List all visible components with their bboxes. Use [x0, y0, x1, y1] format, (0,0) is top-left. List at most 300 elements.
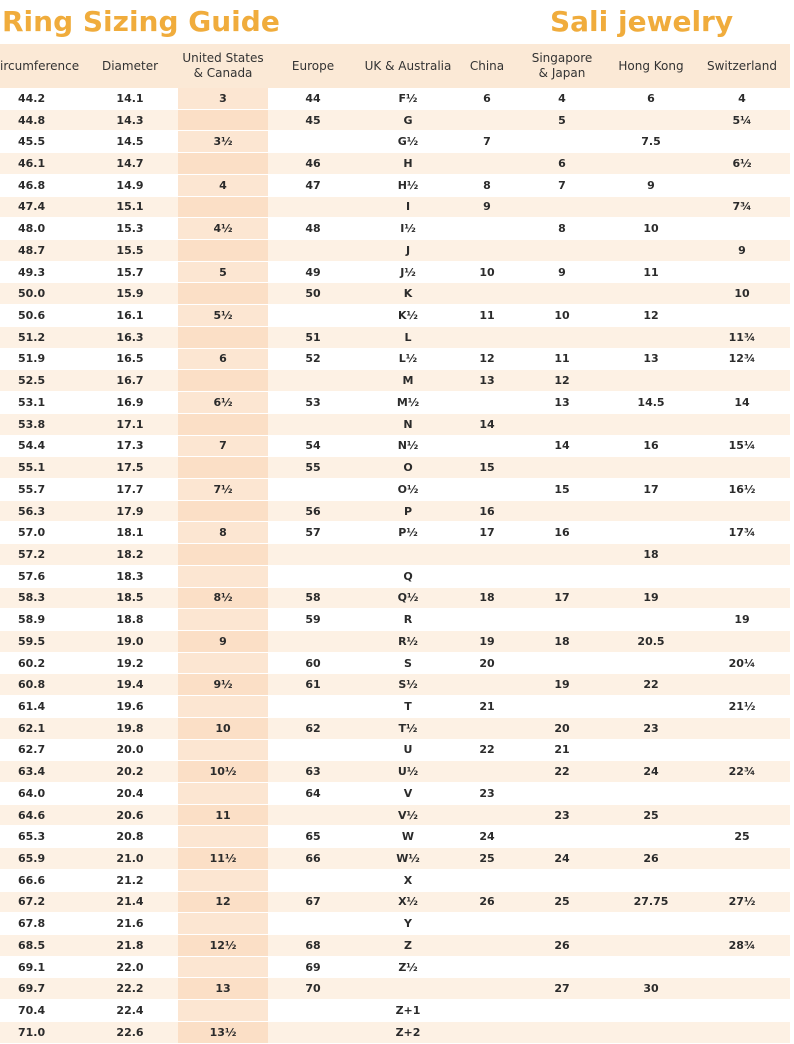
- cell-china: [458, 913, 516, 935]
- cell-uk-australia: Z+2: [358, 1021, 458, 1043]
- header-switzerland: Switzerland: [694, 44, 790, 88]
- header-uk-australia: UK & Australia: [358, 44, 458, 88]
- cell-switzerland: 15¼: [694, 435, 790, 457]
- cell-switzerland: 27½: [694, 891, 790, 913]
- ring-size-table: [0, 44, 790, 1044]
- cell-singapore-japan: 16: [516, 522, 608, 544]
- cell-hong-kong: 14.5: [608, 392, 694, 414]
- cell-circumference: 58.3: [0, 587, 82, 609]
- cell-europe: [268, 131, 358, 153]
- cell-singapore-japan: [516, 457, 608, 479]
- cell-hong-kong: 9: [608, 174, 694, 196]
- cell-circumference: 70.4: [0, 1000, 82, 1022]
- cell-hong-kong: [608, 1021, 694, 1043]
- table-row: [0, 478, 790, 500]
- cell-uk-australia: X½: [358, 891, 458, 913]
- cell-diameter: 22.4: [82, 1000, 178, 1022]
- cell-uk-australia: N½: [358, 435, 458, 457]
- cell-us-canada: 9½: [178, 674, 268, 696]
- cell-us-canada: [178, 696, 268, 718]
- cell-hong-kong: [608, 869, 694, 891]
- cell-singapore-japan: 12: [516, 370, 608, 392]
- cell-singapore-japan: [516, 1021, 608, 1043]
- cell-china: 16: [458, 500, 516, 522]
- cell-us-canada: 8½: [178, 587, 268, 609]
- header-diameter: Diameter: [82, 44, 178, 88]
- cell-uk-australia: U½: [358, 761, 458, 783]
- cell-singapore-japan: 6: [516, 153, 608, 175]
- cell-hong-kong: [608, 326, 694, 348]
- cell-circumference: 44.8: [0, 109, 82, 131]
- cell-hong-kong: 24: [608, 761, 694, 783]
- table-row: [0, 522, 790, 544]
- cell-us-canada: 3: [178, 88, 268, 109]
- cell-europe: 50: [268, 283, 358, 305]
- table-row: [0, 370, 790, 392]
- cell-switzerland: 19: [694, 609, 790, 631]
- cell-europe: 67: [268, 891, 358, 913]
- cell-singapore-japan: 13: [516, 392, 608, 414]
- cell-europe: [268, 544, 358, 566]
- cell-diameter: 19.8: [82, 717, 178, 739]
- cell-circumference: 44.2: [0, 88, 82, 109]
- cell-china: [458, 804, 516, 826]
- header-us-line2: & Canada: [193, 66, 253, 80]
- cell-china: [458, 326, 516, 348]
- cell-switzerland: [694, 783, 790, 805]
- cell-diameter: 14.3: [82, 109, 178, 131]
- cell-uk-australia: S: [358, 652, 458, 674]
- cell-circumference: 61.4: [0, 696, 82, 718]
- cell-china: [458, 218, 516, 240]
- cell-europe: [268, 804, 358, 826]
- cell-diameter: 18.8: [82, 609, 178, 631]
- table-row: [0, 1000, 790, 1022]
- cell-singapore-japan: [516, 500, 608, 522]
- cell-diameter: 15.1: [82, 196, 178, 218]
- cell-uk-australia: J: [358, 240, 458, 262]
- cell-europe: 54: [268, 435, 358, 457]
- table-body: [0, 88, 790, 1043]
- cell-us-canada: 12½: [178, 935, 268, 957]
- cell-us-canada: [178, 370, 268, 392]
- cell-europe: [268, 913, 358, 935]
- cell-hong-kong: [608, 652, 694, 674]
- cell-circumference: 47.4: [0, 196, 82, 218]
- cell-singapore-japan: 15: [516, 478, 608, 500]
- cell-hong-kong: [608, 522, 694, 544]
- cell-us-canada: [178, 326, 268, 348]
- cell-china: [458, 935, 516, 957]
- cell-europe: [268, 196, 358, 218]
- cell-switzerland: [694, 630, 790, 652]
- cell-singapore-japan: [516, 913, 608, 935]
- cell-singapore-japan: [516, 413, 608, 435]
- cell-us-canada: 5½: [178, 305, 268, 327]
- cell-switzerland: [694, 370, 790, 392]
- cell-circumference: 50.6: [0, 305, 82, 327]
- table-row: [0, 891, 790, 913]
- cell-hong-kong: 19: [608, 587, 694, 609]
- cell-circumference: 68.5: [0, 935, 82, 957]
- table-row: [0, 88, 790, 109]
- table-row: [0, 392, 790, 414]
- cell-switzerland: 12¾: [694, 348, 790, 370]
- cell-switzerland: [694, 457, 790, 479]
- cell-hong-kong: [608, 739, 694, 761]
- cell-uk-australia: Z½: [358, 956, 458, 978]
- table-row: [0, 131, 790, 153]
- cell-us-canada: 13½: [178, 1021, 268, 1043]
- cell-diameter: 22.0: [82, 956, 178, 978]
- cell-europe: 59: [268, 609, 358, 631]
- cell-singapore-japan: 21: [516, 739, 608, 761]
- cell-switzerland: 17¾: [694, 522, 790, 544]
- cell-singapore-japan: [516, 696, 608, 718]
- cell-circumference: 58.9: [0, 609, 82, 631]
- cell-switzerland: [694, 804, 790, 826]
- cell-europe: 64: [268, 783, 358, 805]
- table-row: [0, 696, 790, 718]
- table-row: [0, 218, 790, 240]
- cell-us-canada: [178, 240, 268, 262]
- table-row: [0, 717, 790, 739]
- cell-circumference: 56.3: [0, 500, 82, 522]
- cell-europe: 65: [268, 826, 358, 848]
- table-row: [0, 1021, 790, 1043]
- cell-circumference: 55.1: [0, 457, 82, 479]
- cell-switzerland: [694, 174, 790, 196]
- cell-europe: [268, 413, 358, 435]
- cell-uk-australia: T: [358, 696, 458, 718]
- cell-china: [458, 153, 516, 175]
- cell-us-canada: 9: [178, 630, 268, 652]
- cell-us-canada: 3½: [178, 131, 268, 153]
- cell-hong-kong: [608, 783, 694, 805]
- cell-switzerland: [694, 131, 790, 153]
- cell-us-canada: [178, 153, 268, 175]
- cell-europe: 68: [268, 935, 358, 957]
- cell-singapore-japan: [516, 326, 608, 348]
- cell-circumference: 60.8: [0, 674, 82, 696]
- cell-china: [458, 240, 516, 262]
- cell-hong-kong: 6: [608, 88, 694, 109]
- table-row: [0, 326, 790, 348]
- table-row: [0, 500, 790, 522]
- cell-europe: 69: [268, 956, 358, 978]
- cell-uk-australia: V: [358, 783, 458, 805]
- cell-switzerland: [694, 739, 790, 761]
- cell-circumference: 69.7: [0, 978, 82, 1000]
- cell-europe: 56: [268, 500, 358, 522]
- cell-circumference: 51.9: [0, 348, 82, 370]
- cell-us-canada: 7: [178, 435, 268, 457]
- cell-europe: [268, 869, 358, 891]
- cell-hong-kong: 13: [608, 348, 694, 370]
- table-header-row: [0, 44, 790, 88]
- cell-circumference: 59.5: [0, 630, 82, 652]
- cell-circumference: 64.0: [0, 783, 82, 805]
- table-row: [0, 435, 790, 457]
- cell-switzerland: 9: [694, 240, 790, 262]
- cell-singapore-japan: [516, 131, 608, 153]
- table-row: [0, 240, 790, 262]
- cell-diameter: 15.9: [82, 283, 178, 305]
- cell-europe: 53: [268, 392, 358, 414]
- cell-switzerland: 20¼: [694, 652, 790, 674]
- cell-uk-australia: F½: [358, 88, 458, 109]
- cell-europe: 70: [268, 978, 358, 1000]
- cell-us-canada: [178, 826, 268, 848]
- table-row: [0, 153, 790, 175]
- cell-uk-australia: L: [358, 326, 458, 348]
- cell-china: 20: [458, 652, 516, 674]
- cell-circumference: 57.0: [0, 522, 82, 544]
- cell-europe: 45: [268, 109, 358, 131]
- cell-china: [458, 544, 516, 566]
- cell-china: 25: [458, 848, 516, 870]
- cell-us-canada: 13: [178, 978, 268, 1000]
- cell-switzerland: [694, 674, 790, 696]
- cell-us-canada: [178, 869, 268, 891]
- cell-europe: 51: [268, 326, 358, 348]
- table-row: [0, 457, 790, 479]
- cell-us-canada: [178, 739, 268, 761]
- cell-diameter: 21.6: [82, 913, 178, 935]
- table-row: [0, 652, 790, 674]
- cell-europe: 62: [268, 717, 358, 739]
- cell-switzerland: 7¾: [694, 196, 790, 218]
- cell-uk-australia: M: [358, 370, 458, 392]
- cell-europe: [268, 1000, 358, 1022]
- cell-hong-kong: [608, 109, 694, 131]
- cell-diameter: 20.6: [82, 804, 178, 826]
- cell-switzerland: [694, 305, 790, 327]
- cell-singapore-japan: 22: [516, 761, 608, 783]
- cell-europe: [268, 630, 358, 652]
- cell-china: [458, 109, 516, 131]
- cell-us-canada: 6: [178, 348, 268, 370]
- cell-switzerland: [694, 717, 790, 739]
- table-row: [0, 305, 790, 327]
- cell-hong-kong: 23: [608, 717, 694, 739]
- cell-singapore-japan: 8: [516, 218, 608, 240]
- cell-hong-kong: 27.75: [608, 891, 694, 913]
- cell-us-canada: [178, 956, 268, 978]
- cell-circumference: 48.7: [0, 240, 82, 262]
- table-row: [0, 804, 790, 826]
- cell-diameter: 16.5: [82, 348, 178, 370]
- cell-diameter: 14.1: [82, 88, 178, 109]
- cell-hong-kong: [608, 370, 694, 392]
- cell-circumference: 62.7: [0, 739, 82, 761]
- cell-switzerland: 5¼: [694, 109, 790, 131]
- cell-us-canada: [178, 283, 268, 305]
- cell-china: 26: [458, 891, 516, 913]
- cell-circumference: 67.8: [0, 913, 82, 935]
- cell-europe: [268, 478, 358, 500]
- cell-hong-kong: [608, 413, 694, 435]
- cell-us-canada: [178, 457, 268, 479]
- cell-diameter: 14.9: [82, 174, 178, 196]
- cell-uk-australia: V½: [358, 804, 458, 826]
- cell-diameter: 16.1: [82, 305, 178, 327]
- cell-us-canada: 7½: [178, 478, 268, 500]
- cell-china: [458, 1000, 516, 1022]
- cell-singapore-japan: 18: [516, 630, 608, 652]
- cell-singapore-japan: 27: [516, 978, 608, 1000]
- cell-singapore-japan: [516, 565, 608, 587]
- cell-diameter: 17.5: [82, 457, 178, 479]
- cell-diameter: 17.9: [82, 500, 178, 522]
- cell-china: 12: [458, 348, 516, 370]
- cell-china: 9: [458, 196, 516, 218]
- cell-uk-australia: W: [358, 826, 458, 848]
- cell-europe: [268, 305, 358, 327]
- cell-us-canada: [178, 544, 268, 566]
- cell-hong-kong: [608, 153, 694, 175]
- cell-uk-australia: [358, 544, 458, 566]
- cell-uk-australia: H: [358, 153, 458, 175]
- table-row: [0, 848, 790, 870]
- cell-china: 8: [458, 174, 516, 196]
- cell-switzerland: 21½: [694, 696, 790, 718]
- cell-china: [458, 283, 516, 305]
- cell-us-canada: 4: [178, 174, 268, 196]
- cell-uk-australia: N: [358, 413, 458, 435]
- cell-hong-kong: 26: [608, 848, 694, 870]
- cell-diameter: 19.4: [82, 674, 178, 696]
- cell-circumference: 65.3: [0, 826, 82, 848]
- cell-circumference: 45.5: [0, 131, 82, 153]
- cell-diameter: 16.3: [82, 326, 178, 348]
- table-row: [0, 413, 790, 435]
- cell-china: 19: [458, 630, 516, 652]
- cell-diameter: 21.0: [82, 848, 178, 870]
- cell-singapore-japan: 24: [516, 848, 608, 870]
- cell-circumference: 71.0: [0, 1021, 82, 1043]
- cell-circumference: 52.5: [0, 370, 82, 392]
- cell-switzerland: [694, 913, 790, 935]
- cell-switzerland: [694, 261, 790, 283]
- brand-name: Sali jewelry: [550, 5, 734, 38]
- cell-uk-australia: Q: [358, 565, 458, 587]
- cell-circumference: 54.4: [0, 435, 82, 457]
- cell-uk-australia: H½: [358, 174, 458, 196]
- cell-hong-kong: [608, 565, 694, 587]
- cell-uk-australia: Q½: [358, 587, 458, 609]
- cell-diameter: 18.2: [82, 544, 178, 566]
- guide-title: Ring Sizing Guide: [2, 5, 280, 38]
- cell-china: [458, 1021, 516, 1043]
- table-row: [0, 935, 790, 957]
- cell-switzerland: [694, 544, 790, 566]
- cell-china: 11: [458, 305, 516, 327]
- cell-circumference: 51.2: [0, 326, 82, 348]
- cell-circumference: 55.7: [0, 478, 82, 500]
- cell-hong-kong: [608, 283, 694, 305]
- cell-singapore-japan: 9: [516, 261, 608, 283]
- cell-hong-kong: [608, 500, 694, 522]
- cell-singapore-japan: [516, 652, 608, 674]
- header-europe: Europe: [268, 44, 358, 88]
- cell-hong-kong: 22: [608, 674, 694, 696]
- cell-circumference: 57.6: [0, 565, 82, 587]
- cell-us-canada: 10: [178, 717, 268, 739]
- cell-singapore-japan: [516, 826, 608, 848]
- cell-europe: [268, 370, 358, 392]
- cell-diameter: 21.2: [82, 869, 178, 891]
- cell-uk-australia: X: [358, 869, 458, 891]
- cell-switzerland: 16½: [694, 478, 790, 500]
- cell-diameter: 19.2: [82, 652, 178, 674]
- cell-europe: 60: [268, 652, 358, 674]
- cell-europe: 61: [268, 674, 358, 696]
- cell-china: 13: [458, 370, 516, 392]
- cell-china: 14: [458, 413, 516, 435]
- ring-size-table-container: [0, 44, 794, 1044]
- cell-circumference: 66.6: [0, 869, 82, 891]
- cell-diameter: 15.5: [82, 240, 178, 262]
- cell-switzerland: [694, 978, 790, 1000]
- cell-circumference: 64.6: [0, 804, 82, 826]
- cell-china: 17: [458, 522, 516, 544]
- cell-europe: 49: [268, 261, 358, 283]
- cell-hong-kong: [608, 1000, 694, 1022]
- cell-diameter: 20.0: [82, 739, 178, 761]
- cell-circumference: 53.8: [0, 413, 82, 435]
- cell-circumference: 53.1: [0, 392, 82, 414]
- cell-circumference: 46.1: [0, 153, 82, 175]
- cell-europe: 55: [268, 457, 358, 479]
- cell-china: [458, 565, 516, 587]
- cell-europe: 66: [268, 848, 358, 870]
- cell-circumference: 65.9: [0, 848, 82, 870]
- cell-china: 21: [458, 696, 516, 718]
- cell-circumference: 67.2: [0, 891, 82, 913]
- cell-diameter: 17.3: [82, 435, 178, 457]
- cell-europe: 63: [268, 761, 358, 783]
- cell-china: [458, 956, 516, 978]
- cell-europe: 44: [268, 88, 358, 109]
- cell-hong-kong: 11: [608, 261, 694, 283]
- cell-uk-australia: Z+1: [358, 1000, 458, 1022]
- header-sg-line1: Singapore: [531, 51, 593, 65]
- cell-china: [458, 978, 516, 1000]
- cell-singapore-japan: 17: [516, 587, 608, 609]
- cell-diameter: 16.9: [82, 392, 178, 414]
- cell-uk-australia: M½: [358, 392, 458, 414]
- cell-switzerland: 11¾: [694, 326, 790, 348]
- table-row: [0, 956, 790, 978]
- cell-uk-australia: R½: [358, 630, 458, 652]
- cell-europe: 57: [268, 522, 358, 544]
- cell-uk-australia: P½: [358, 522, 458, 544]
- cell-diameter: 21.8: [82, 935, 178, 957]
- table-row: [0, 978, 790, 1000]
- table-row: [0, 826, 790, 848]
- cell-switzerland: [694, 956, 790, 978]
- table-row: [0, 174, 790, 196]
- cell-china: 10: [458, 261, 516, 283]
- cell-diameter: 16.7: [82, 370, 178, 392]
- header-singapore-japan: [516, 44, 608, 88]
- cell-us-canada: [178, 783, 268, 805]
- cell-singapore-japan: [516, 956, 608, 978]
- cell-singapore-japan: 20: [516, 717, 608, 739]
- cell-us-canada: 12: [178, 891, 268, 913]
- cell-switzerland: [694, 848, 790, 870]
